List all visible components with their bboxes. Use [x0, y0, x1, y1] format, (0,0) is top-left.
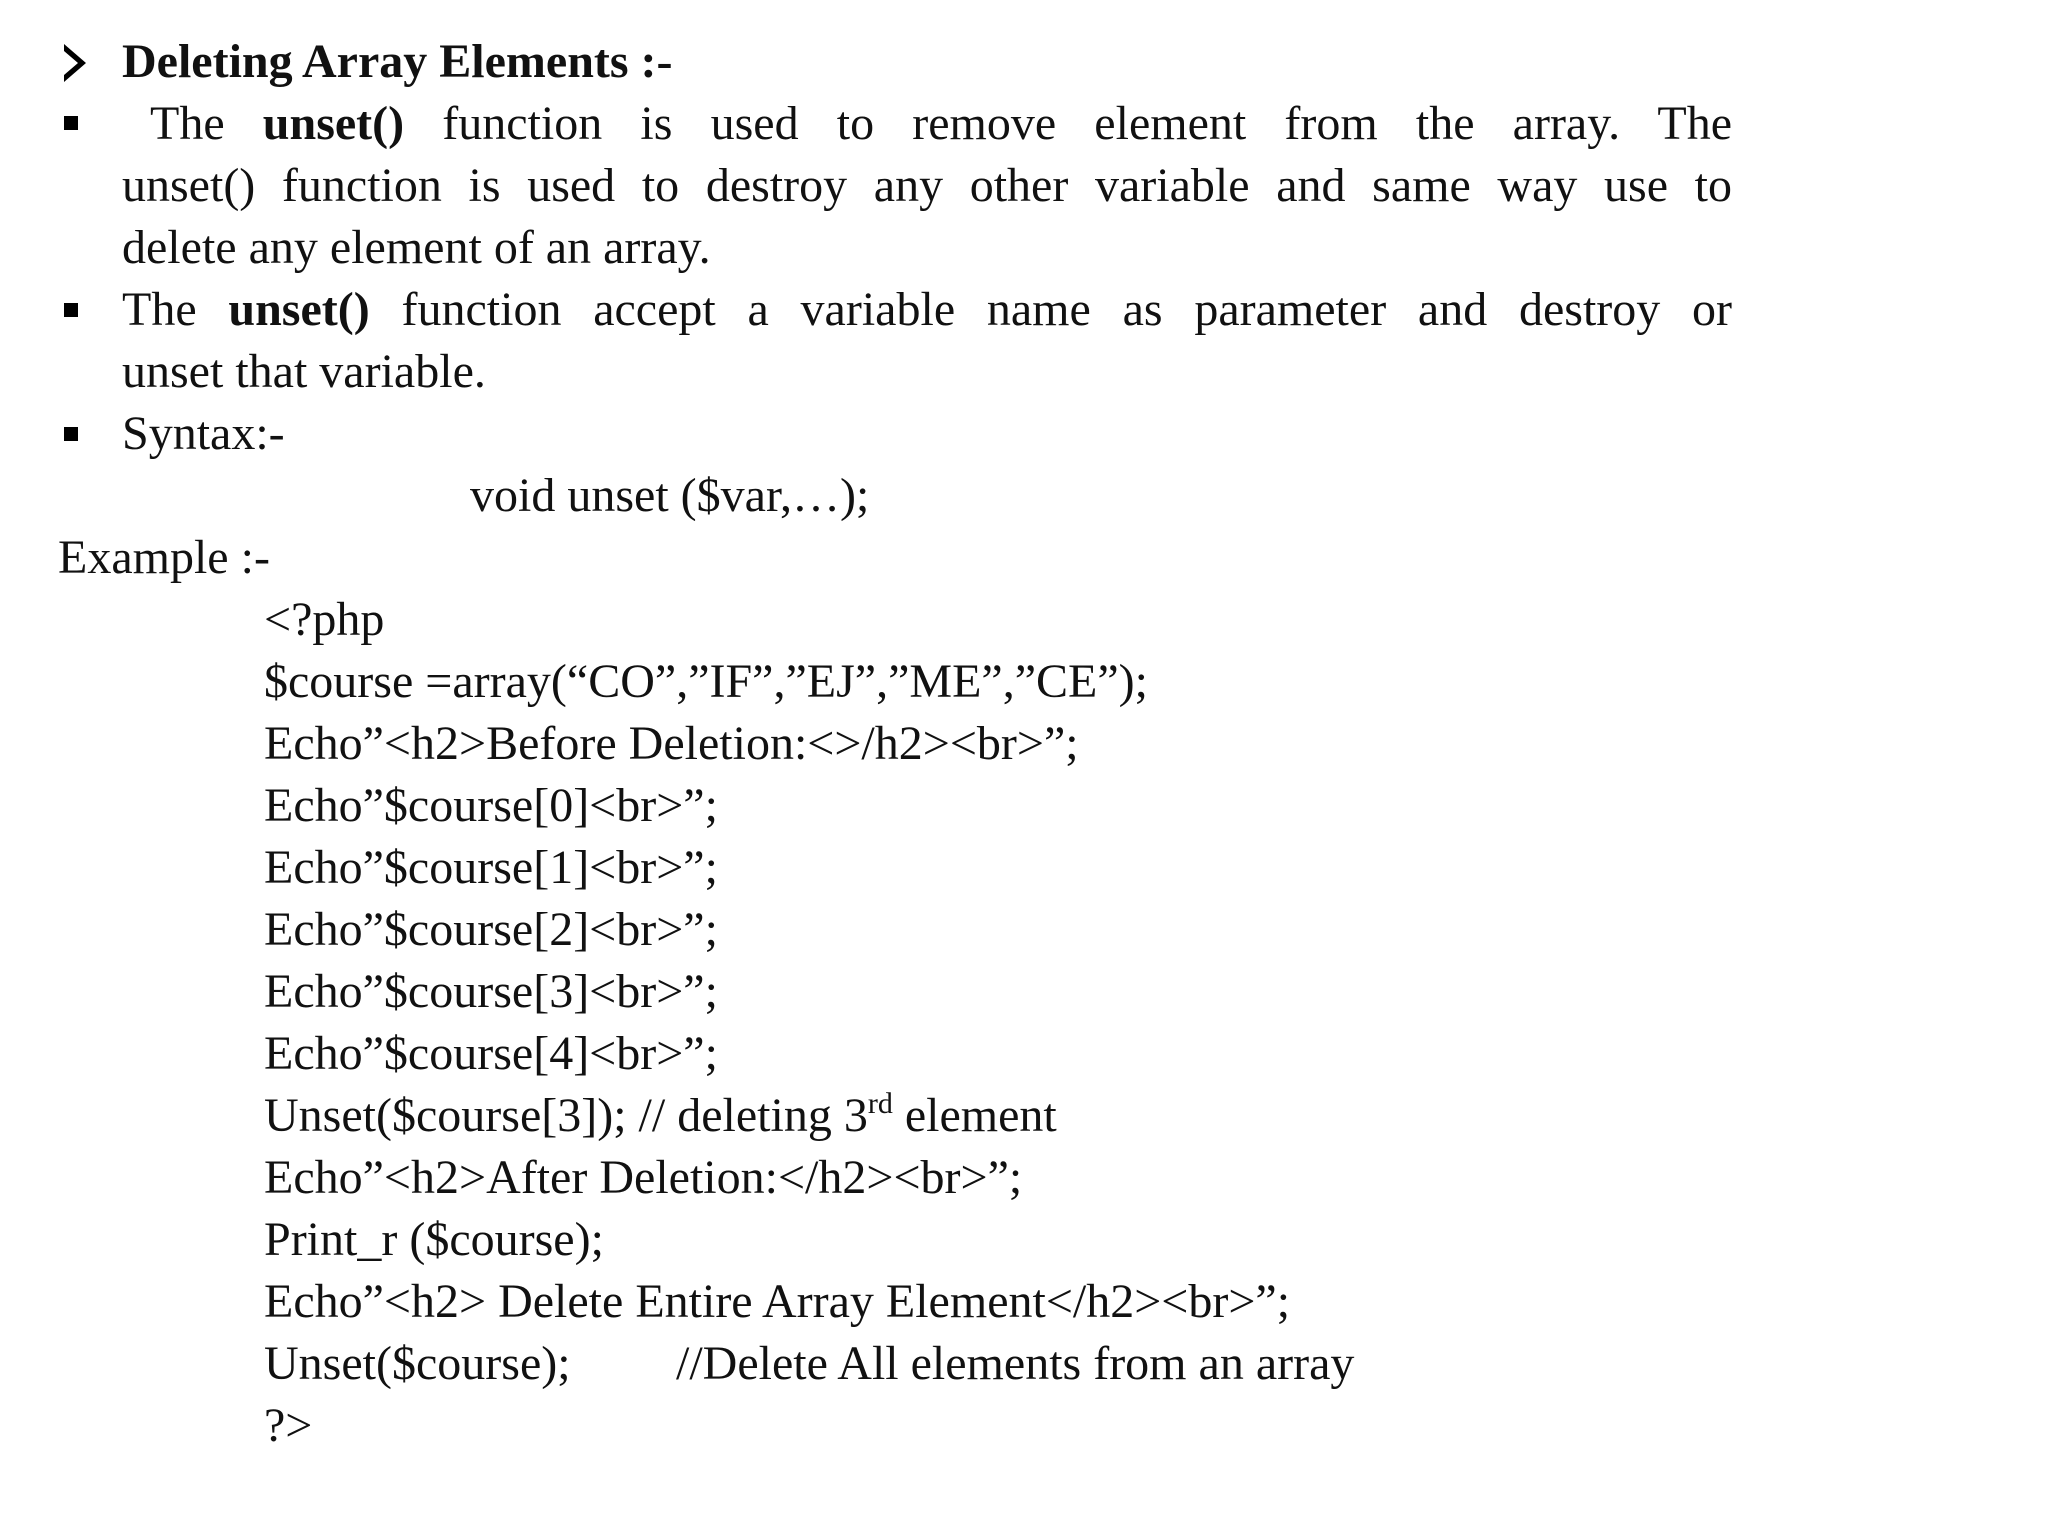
code-line-open: <?php — [264, 593, 385, 646]
square-bullet-icon — [64, 427, 78, 441]
bullet-1-line-1: The unset() function is used to remove element from the array. The — [150, 97, 1733, 150]
section-heading: Deleting Array Elements :- — [122, 35, 673, 88]
example-label: Example :- — [58, 531, 270, 584]
code-line-close: ?> — [264, 1399, 313, 1452]
bullet-1-line-3: delete any element of an array. — [122, 221, 711, 274]
code-line-print-r: Print_r ($course); — [264, 1213, 604, 1266]
code-line-echo-entire: Echo”<h2> Delete Entire Array Element</h2><br>”; — [264, 1275, 1291, 1328]
code-line-echo-1: Echo”$course[1]<br>”; — [264, 841, 718, 894]
arrow-bullet-icon — [64, 44, 86, 82]
ordinal-suffix: rd — [867, 1087, 893, 1120]
keyword-unset: unset() — [228, 283, 370, 336]
bullet-2-line-2: unset that variable. — [122, 345, 486, 398]
code-line-echo-2: Echo”$course[2]<br>”; — [264, 903, 718, 956]
keyword-unset: unset() — [262, 97, 405, 150]
syntax-label: Syntax:- — [122, 407, 285, 460]
syntax-signature: void unset ($var,…); — [470, 469, 870, 522]
code-line-unset-element: Unset($course[3]); // deleting 3rd element — [264, 1087, 1057, 1142]
code-line-echo-0: Echo”$course[0]<br>”; — [264, 779, 718, 832]
code-line-unset-all: Unset($course); — [264, 1337, 571, 1390]
bullet-2-line-1: The unset() function accept a variable name as parameter and destroy or — [122, 283, 1733, 336]
code-comment-unset-all: //Delete All elements from an array — [676, 1337, 1355, 1390]
code-line-echo-after: Echo”<h2>After Deletion:</h2><br>”; — [264, 1151, 1023, 1204]
square-bullet-icon — [64, 116, 78, 130]
code-line-echo-4: Echo”$course[4]<br>”; — [264, 1027, 718, 1080]
bullet-1-line-2: unset() function is used to destroy any other variable and same way use to — [122, 159, 1732, 212]
code-line-array: $course =array(“CO”,”IF”,”EJ”,”ME”,”CE”); — [264, 655, 1148, 708]
code-line-echo-3: Echo”$course[3]<br>”; — [264, 965, 718, 1018]
square-bullet-icon — [64, 303, 78, 317]
code-line-echo-before: Echo”<h2>Before Deletion:<>/h2><br>”; — [264, 717, 1079, 770]
